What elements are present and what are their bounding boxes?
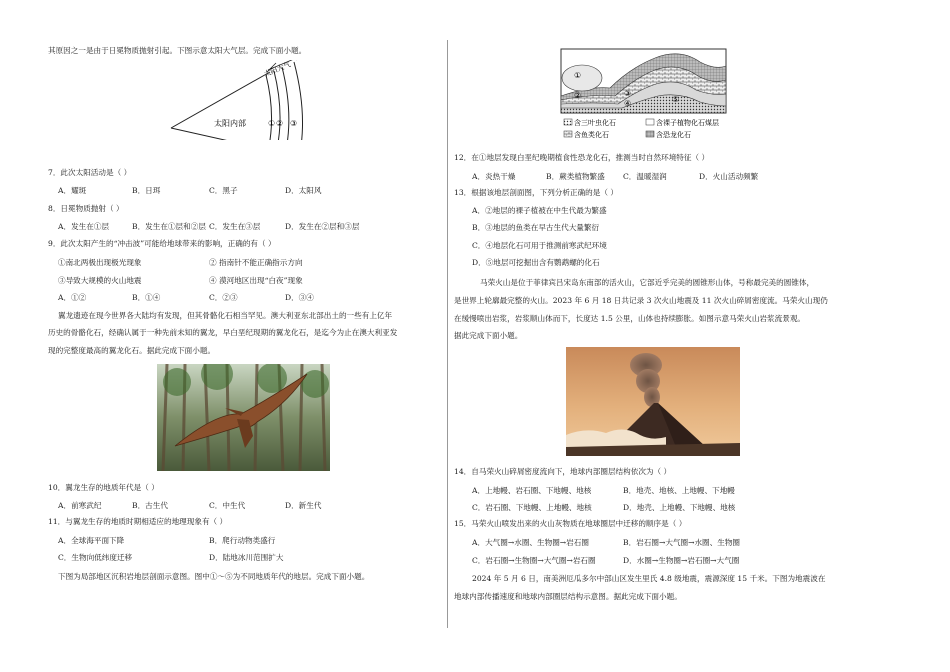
q12-option-c[interactable]: C．温暖湿润: [623, 172, 667, 181]
sun-interior-label: 太阳内部: [214, 119, 246, 128]
q11-option-a[interactable]: A．全球海平面下降: [58, 536, 125, 545]
layer-arc-3: [294, 62, 303, 140]
intro-dragon-line2: 历史的骨骼化石，经确认属于一种先前未知的翼龙，早白垩纪现期的翼龙化石，是迄今为止在澳大利亚发: [48, 328, 398, 337]
q9-item-1: ①南北两极出现极光现象: [58, 258, 142, 267]
q8-option-b[interactable]: B．发生在①层和②层: [132, 222, 206, 231]
strata-label-4: ④: [624, 99, 632, 108]
atmosphere-label: 太阳大气: [262, 60, 292, 79]
pterosaur-image: [157, 364, 330, 471]
q15-option-b[interactable]: B．岩石圈→大气圈→水圈、生物圈: [623, 538, 741, 547]
q14-option-d[interactable]: D．地壳、上地幔、下地幔、地核: [623, 503, 736, 512]
q8-option-d[interactable]: D．发生在②层和③层: [285, 222, 360, 231]
legend-swatch-dinosaur: [646, 131, 654, 137]
q10-option-b[interactable]: B．古生代: [132, 501, 168, 510]
strata-label-2: ②: [574, 91, 582, 100]
q8-option-a[interactable]: A．发生在①层: [58, 222, 110, 231]
layer-label-2: ②: [276, 119, 284, 128]
q12-stem: 12．在①地层发现白垩纪晚期植食性恐龙化石，推测当时自然环境特征（ ）: [454, 153, 710, 162]
q7-stem: 7．此次太阳活动是（ ）: [48, 168, 132, 177]
intro-dragon-line1: 翼龙遗迹在现今世界各大陆均有发现，但其骨骼化石相当罕见。澳大利亚东北部出土的一些有上亿年: [58, 311, 393, 320]
q11-option-c[interactable]: C．生物向低纬度迁移: [58, 553, 133, 562]
q13-option-b[interactable]: B．③地层的鱼类在早古生代大量繁衍: [472, 223, 600, 232]
intro-strata: 下图为局部地区沉积岩地层剖面示意图。图中①～⑤为不同地质年代的地层。完成下面小题。: [58, 572, 370, 581]
q13-option-c[interactable]: C．④地层化石可用于推测前寒武纪环境: [472, 241, 607, 250]
mayon-volcano-image: [566, 347, 740, 456]
legend-trilobite: 含三叶虫化石: [574, 119, 616, 127]
q9-option-c[interactable]: C．②③: [209, 293, 238, 302]
strata-label-5: ⑤: [672, 95, 680, 104]
q7-option-b[interactable]: B．日珥: [132, 186, 161, 195]
q9-option-b[interactable]: B．①④: [132, 293, 161, 302]
q8-stem: 8．日冕物质抛射（ ）: [48, 204, 124, 213]
sun-surface-arc: [266, 75, 272, 140]
intro-sun: 其原因之一是由于日冕物质抛射引起。下图示意太阳大气层。完成下面小题。: [48, 46, 307, 55]
intro-volcano-line1: 马荣火山是位于菲律宾吕宋岛东南部的活火山，它部近乎完美的圆锥形山体，号称最完美的圆锥体，: [480, 278, 815, 287]
q8-option-c[interactable]: C．发生在③层: [209, 222, 261, 231]
intro-volcano-line3: 在缓慢喷出岩浆，岩浆顺山体而下，长度达 1.5 公里，山体也持续膨胀。如图示意马荣火山岩浆流景观。: [454, 314, 806, 323]
q14-option-b[interactable]: B．地壳、地核、上地幔、下地幔: [623, 486, 735, 495]
legend-fish: 含鱼类化石: [574, 131, 609, 139]
q10-stem: 10．翼龙生存的地质年代是（ ）: [48, 483, 159, 492]
q9-item-4: ④ 漠河地区出现“白夜”现象: [209, 276, 303, 285]
layer-arc-1: [274, 71, 280, 140]
q15-option-d[interactable]: D．水圈→生物圈→岩石圈→大气圈: [623, 556, 740, 565]
q13-option-a[interactable]: A．②地层的裸子植被在中生代最为繁盛: [472, 206, 607, 215]
strata-label-3: ③: [624, 89, 632, 98]
strata-label-1: ①: [574, 71, 582, 80]
legend-gymnosperm: 含裸子植物化石煤层: [656, 119, 719, 127]
intro-volcano-line2: 是世界上轮廓最完整的火山。2023 年 6 月 18 日共记录 3 次火山地震及 11 次火山碎屑密度流。马荣火山现仍: [454, 296, 828, 305]
legend-dinosaur: 含恐龙化石: [656, 131, 691, 139]
layer-label-1: ①: [268, 119, 276, 128]
intro-quake-line1: 2024 年 5 月 6 日，南美洲厄瓜多尔中部山区发生里氏 4.8 级地震，震源深度 15 千米。下图为地震波在: [472, 574, 826, 583]
q15-option-a[interactable]: A．大气圈→水圈、生物圈→岩石圈: [472, 538, 589, 547]
q15-option-c[interactable]: C．岩石圈→生物圈→大气圈→岩石圈: [472, 556, 596, 565]
q11-option-d[interactable]: D．陆地冰川范围扩大: [209, 553, 284, 562]
q12-option-a[interactable]: A．炎热干燥: [472, 172, 516, 181]
wedge-edge-bottom: [171, 128, 296, 140]
q13-stem: 13．根据该地层剖面图，下列分析正确的是（ ）: [454, 188, 618, 197]
q9-option-d[interactable]: D．③④: [285, 293, 314, 302]
q9-option-a[interactable]: A．①②: [58, 293, 87, 302]
strata-section-figure: [560, 48, 728, 144]
q11-option-b[interactable]: B．爬行动物类盛行: [209, 536, 276, 545]
sun-atmosphere-figure: [168, 60, 318, 140]
q15-stem: 15．马荣火山喷发出来的火山灰物质在地球圈层中迁移的顺序是（ ）: [454, 519, 687, 528]
q14-stem: 14．自马荣火山碎屑密度流向下，地球内部圈层结构依次为（ ）: [454, 467, 672, 476]
legend-swatch-gymnosperm: [646, 119, 654, 125]
q11-stem: 11．与翼龙生存的地质时期相适应的地理现象有（ ）: [48, 517, 228, 526]
strata-layer-1: [562, 65, 602, 91]
column-divider: [447, 40, 448, 628]
q9-stem: 9．此次太阳产生的“冲击波”可能给地球带来的影响，正确的有（ ）: [48, 239, 276, 248]
q9-item-2: ② 指南针不能正确指示方向: [209, 258, 303, 267]
layer-label-3: ③: [290, 119, 298, 128]
layer-arc-2: [282, 67, 289, 140]
q12-option-d[interactable]: D．火山活动频繁: [699, 172, 759, 181]
q14-option-c[interactable]: C．岩石圈、下地幔、上地幔、地核: [472, 503, 592, 512]
q14-option-a[interactable]: A．上地幔、岩石圈、下地幔、地核: [472, 486, 592, 495]
q12-option-b[interactable]: B．蕨类植物繁盛: [546, 172, 605, 181]
intro-quake-line2: 地球内部传播速度和地球内部圈层结构示意图。据此完成下面小题。: [454, 592, 682, 601]
intro-dragon-line3: 现的完整度最高的翼龙化石。据此完成下面小题。: [48, 346, 216, 355]
q7-option-a[interactable]: A．耀斑: [58, 186, 87, 195]
intro-volcano-line4: 据此完成下面小题。: [454, 331, 523, 340]
q9-item-3: ③导致大规模的火山地震: [58, 276, 142, 285]
q10-option-d[interactable]: D．新生代: [285, 501, 322, 510]
q7-option-c[interactable]: C．黑子: [209, 186, 238, 195]
q13-option-d[interactable]: D．⑤地层可挖掘出含有鹦鹉螺的化石: [472, 258, 600, 267]
legend-swatch-fish: [564, 131, 572, 137]
q10-option-c[interactable]: C．中生代: [209, 501, 246, 510]
q10-option-a[interactable]: A．前寒武纪: [58, 501, 102, 510]
legend-swatch-trilobite: [564, 119, 572, 125]
q7-option-d[interactable]: D．太阳风: [285, 186, 322, 195]
